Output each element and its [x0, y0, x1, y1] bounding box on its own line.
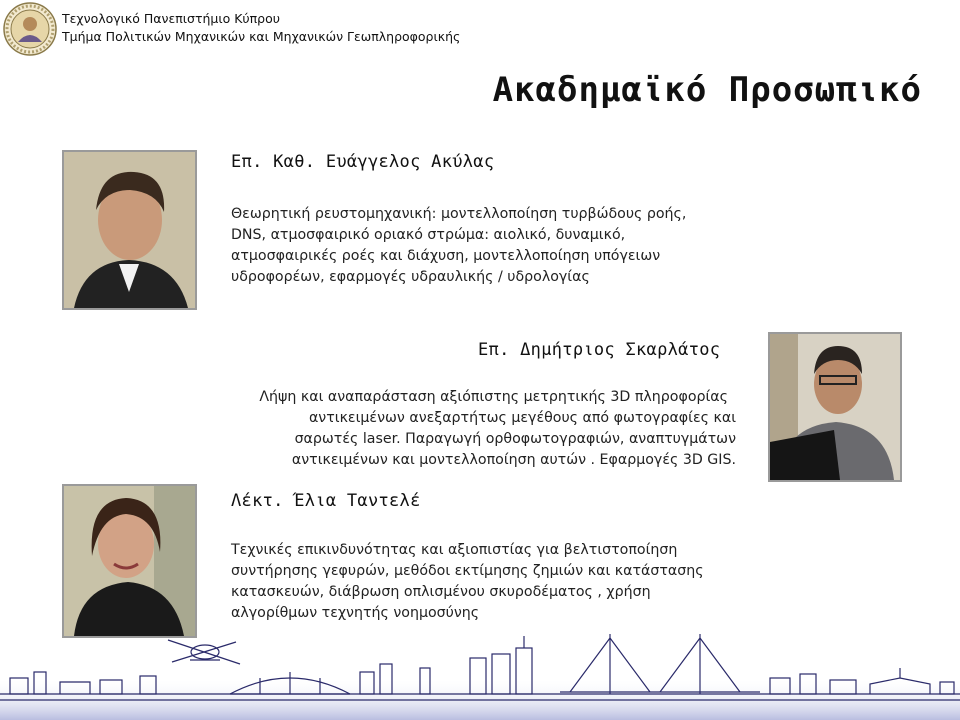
staff-name-1: Επ. Καθ. Ευάγγελος Ακύλας [231, 152, 495, 172]
description-line: DNS, ατμοσφαιρικό οριακό στρώμα: αιολικό, δυναμικό, [231, 227, 626, 243]
staff-name-2: Επ. Δημήτριος Σκαρλάτος [478, 340, 721, 360]
description-line: υδροφορέων, εφαρμογές υδραυλικής / υδρολογίας [231, 269, 590, 285]
description-line: κατασκευών, διάβρωση οπλισμένου σκυροδέματος , χρήση [231, 584, 651, 600]
page-title: Ακαδημαϊκό Προσωπικό [492, 70, 922, 110]
staff-name-3: Λέκτ. Έλια Ταντελέ [231, 491, 421, 511]
university-name: Τεχνολογικό Πανεπιστήμιο Κύπρου [62, 11, 280, 26]
description-line: ατμοσφαιρικές ροές και διάχυση, μοντελλοποίηση υπόγειων [231, 248, 661, 264]
description-line: Λήψη και αναπαράσταση αξιόπιστης μετρητικής 3D πληροφορίας [259, 389, 728, 405]
portrait-photo-akylas [62, 150, 197, 310]
staff-description-2 [256, 387, 736, 471]
description-line: Τεχνικές επικινδυνότητας και αξιοπιστίας για βελτιστοποίηση [231, 542, 678, 558]
description-line: σαρωτές laser. Παραγωγή ορθοφωτογραφιών, αναπτυγμάτων [294, 431, 736, 447]
city-skyline-bridge-icon [0, 628, 960, 720]
department-name: Τμήμα Πολιτικών Μηχανικών και Μηχανικών Γεωπληροφορικής [62, 29, 461, 44]
portrait-photo-skarlatos [768, 332, 902, 482]
staff-description-3 [231, 540, 751, 624]
portrait-photo-tantele [62, 484, 197, 638]
description-line: συντήρησης γεφυρών, μεθόδοι εκτίμησης ζημιών και κατάστασης [231, 563, 704, 579]
university-seal-icon [3, 2, 57, 56]
description-line: αντικειμένων και μοντελλοποίηση αυτών . Εφαρμογές 3D GIS. [291, 452, 736, 468]
description-line: Θεωρητική ρευστομηχανική: μοντελλοποίηση τυρβώδους ροής, [231, 206, 687, 222]
description-line: αλγορίθμων τεχνητής νοημοσύνης [231, 605, 480, 621]
staff-description-1 [231, 204, 751, 288]
description-line: αντικειμένων ανεξαρτήτως μεγέθους από φωτογραφίες και [308, 410, 736, 426]
